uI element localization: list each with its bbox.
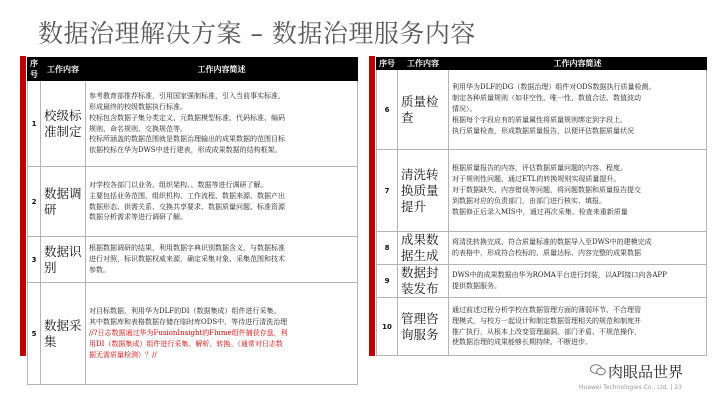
description-line: 校标包含数据子集分类定义、元数据模型标准、代码标准、编码 — [89, 113, 285, 122]
row-description — [86, 167, 358, 237]
table-row — [377, 298, 707, 356]
row-description — [449, 150, 707, 232]
row-work-content: 数据采集 — [41, 283, 86, 385]
description-line: 对目标数据，利用华为DLF的DI（数据集成）组件进行采集。 — [89, 307, 281, 316]
header-content: 工作内容 — [41, 58, 86, 81]
row-number: 6 — [377, 70, 398, 150]
description-line: 依据校标在华为DWS中进行建表，形成成果数据的结构框架。 — [89, 146, 282, 155]
description-line: 制定各种质量规则（如非空性、唯一性、数值合法、数值波动 — [452, 94, 641, 103]
description-line: 提供数据服务。 — [452, 282, 501, 290]
page-title: 数据治理解决方案 – 数据治理服务内容 — [38, 19, 476, 48]
description-line: 其中数据库和表格数据存储在临时库ODS中，等待进行清洗治理 — [89, 318, 288, 327]
watermark-text: 肉眼品世界 — [608, 363, 684, 381]
left-content-table — [27, 57, 358, 385]
table-header-row — [377, 58, 707, 70]
description-line: 将清洗转换完成、符合质量标准的数据导入至DWS中的建模完成 — [452, 238, 652, 247]
row-work-content: 质量检查 — [398, 70, 449, 150]
row-number: 7 — [377, 150, 398, 232]
description-line: 校标所涵盖的数据范围就是数据治理输出的成果数据的范围目标 — [89, 135, 285, 144]
table-row — [377, 150, 707, 232]
description-line: 据无需质量检测）？// — [89, 350, 157, 359]
right-content-table — [376, 57, 707, 356]
row-description — [449, 298, 707, 356]
description-line: 推广执行，从根本上改变管理漏洞、部门矛盾、不规范操作， — [452, 327, 641, 336]
description-line: 用DI（数据集成）组件进行采集、解析、转换。（通常对日志数 — [89, 339, 283, 348]
row-work-content: 清洗转换质量提升 — [398, 150, 449, 232]
row-description — [449, 265, 707, 298]
table-row — [377, 70, 707, 150]
table-row — [28, 81, 358, 167]
row-description — [449, 232, 707, 265]
description-line: 根据数据调研的结果，利用数据字典识别数据含义，与数据标准 — [89, 244, 285, 253]
header-no: 序号 — [28, 58, 41, 81]
description-line: 数据分析需求等进行调研了解。 — [89, 213, 187, 222]
description-line: DWS中的成果数据由华为ROMA平台进行封装，以API接口向各APP — [452, 271, 667, 280]
description-line: 到数据对应的负责部门，由部门进行核实、填报。 — [452, 196, 606, 205]
header-content: 工作内容 — [398, 58, 449, 70]
row-number: 8 — [377, 232, 398, 265]
description-line: 参数。 — [89, 265, 110, 274]
left-accent-bar — [20, 56, 26, 356]
description-line: 执行质量检查，形成数据质量报告，以便评估数据质量状况 — [452, 126, 634, 135]
right-accent-bar — [369, 56, 375, 356]
header-no: 序号 — [377, 58, 398, 70]
header-desc: 工作内容简述 — [449, 58, 707, 70]
row-number: 10 — [377, 298, 398, 356]
description-line: 对于规则性问题，通过ETL的转换规则实现质量提升。 — [452, 175, 621, 184]
table-row — [377, 265, 707, 298]
footer-text: Huawei Technologies Co., Ltd. | 23 — [579, 384, 682, 391]
description-line: 通过前述过程分析学校在数据管理方面的薄弱环节、不合理管 — [452, 305, 641, 314]
description-line: 数据形态、供需关系、交换共享要求、数据质量问题、标准资源 — [89, 202, 285, 211]
row-number: 9 — [377, 265, 398, 298]
table-row — [377, 232, 707, 265]
description-line: 主要包括业务范围、组织机构、工作流程、数据来源、数据产出 — [89, 191, 285, 200]
description-line: 对学校各部门以业务、组织架构、、数据等进行调研了解。 — [89, 180, 268, 189]
description-line: 根据每个字段应有的质量属性将质量规则绑定到字段上。 — [452, 115, 627, 124]
description-line: 的表格中，形成符合校标的、质量达标、内容完整的成果数据 — [452, 249, 641, 257]
row-description — [86, 283, 358, 385]
row-description — [86, 237, 358, 283]
row-work-content: 数据识别 — [41, 237, 86, 283]
description-line: 数据修正后录入MIS中，通过再次采集、检查来重新质量 — [452, 207, 628, 216]
row-work-content: 成果数据生成 — [398, 232, 449, 265]
description-line: 理模式，与校方一起设计和制定数据管理相关的规范和制度并 — [452, 316, 641, 325]
row-work-content: 数据封装发布 — [398, 265, 449, 298]
table-row — [28, 237, 358, 283]
description-line: 使数据治理的成果能够长期持续、不断进步。 — [452, 338, 592, 347]
table-row — [28, 283, 358, 385]
description-line: 情况）。 — [452, 105, 477, 114]
header-desc: 工作内容简述 — [86, 58, 358, 81]
row-work-content: 数据调研 — [41, 167, 86, 237]
description-line: 利用华为DLF的DG（数据治理）组件对ODS数据执行质量检测。 — [452, 83, 656, 92]
description-line: 根据质量报告的内容，评估数据质量问题的内容、程度。 — [452, 164, 627, 173]
description-line: 规则、命名规则、交换规范等。 — [89, 124, 187, 133]
row-number: 2 — [28, 167, 41, 237]
description-line: 对于数据缺失、内容错误等问题，将问题数据和质量报告提交 — [452, 186, 641, 195]
description-line: 形成最终的校级数据执行标准。 — [89, 102, 187, 111]
description-line: //?日志数据通过华为FusionInsight的Flume组件捕获存盘，利 — [89, 329, 288, 338]
row-work-content: 管理咨询服务 — [398, 298, 449, 356]
table-row — [28, 167, 358, 237]
row-number: 1 — [28, 81, 41, 167]
table-header-row — [28, 58, 358, 81]
row-description — [86, 81, 358, 167]
description-line: 进行对照，标识数据权威来源，确定采集对象、采集范围和技术 — [89, 255, 285, 264]
row-description — [449, 70, 707, 150]
row-number: 5 — [28, 283, 41, 385]
row-number: 3 — [28, 237, 41, 283]
wechat-icon — [590, 364, 606, 376]
description-line: 参考教育部推荐标准，引用国家强制标准，引入当前事实标准， — [89, 91, 285, 100]
row-work-content: 校级标准制定 — [41, 81, 86, 167]
